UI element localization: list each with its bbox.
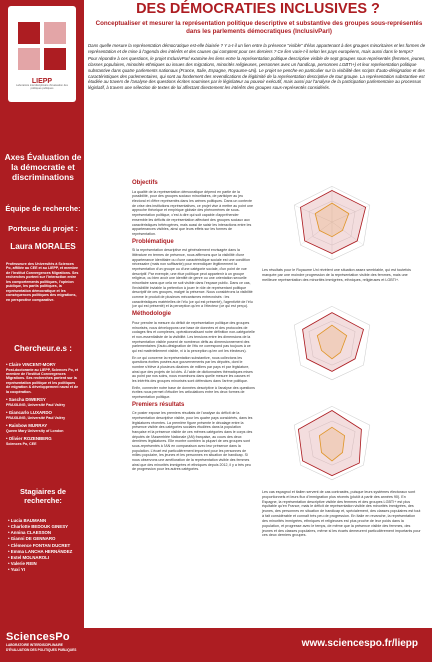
- list-item: [6, 436, 80, 446]
- poster-title: DES DÉMOCRATIES INCLUSIVES ?: [136, 1, 380, 17]
- lab-name-line: D'ÉVALUATION DES POLITIQUES PUBLIQUES: [6, 647, 77, 652]
- sidebar: [0, 0, 84, 662]
- researcher-detail: Post-doctorante au LIEPP, Sciences Po, et membre de l'Institut Convergences Migrations. Ses recherches portent sur la représentation politique et les politiques de migration & développement naval et de la coopération.: [6, 367, 79, 394]
- intro-paragraph: Dans quelle mesure la représentation démocratique est-elle biaisée ? Y a-t-il un lien entre la présence "visible" d'élus appartenant à des groupes minoritaires et les formes de représentation et de mise à l'agenda des intérêts et des causes qui comptent pour ces derniers ? Ce lien varie-t-il selon les pays européens, mais aussi dans le temps?: [88, 43, 426, 54]
- list-item: • Yuxi YI: [8, 567, 80, 573]
- list-item: • Gianni DE GENNARO: [8, 536, 80, 542]
- logo-name: LIEPP: [31, 77, 53, 85]
- list-item: • Annina CLAESSON: [8, 530, 80, 536]
- researcher-name: • Rainbow MURRAY: [6, 423, 48, 429]
- researchers-list: [6, 362, 80, 449]
- lead-name: Laura MORALES: [10, 242, 76, 251]
- interns-list: [8, 518, 80, 573]
- researcher-detail: PRAXILING, Université Paul Valéry: [6, 415, 66, 420]
- problematique-heading: Problématique: [132, 238, 174, 245]
- intro-text: [88, 43, 426, 93]
- methodologie-text: En ce qui concerne la représentation substantive, nous collectons les questions écrites posées aux gouvernements par les députés, dont le nombre s'élève à plusieurs dizaines de milliers par pays et par législature, ainsi que des projets de loi clés. À l'aide de dictionnaires thématiques mises au point par nos soins, nous examinons dans quelle mesure les causes et les intérêts des groupes minorisés sont défendues dans l'arène politique.: [132, 355, 253, 383]
- logo-tagline: Laboratoire interdisciplinaire d'évaluation des politiques publiques: [16, 83, 68, 90]
- main-left-column: [132, 178, 255, 474]
- list-item: [6, 423, 80, 433]
- results-text-spain-italy: Les cas espagnol et italien servent de cas contrastés, puisque leurs systèmes électoraux sont proportionnels et leurs flux d'immigration plus récents (plutôt à partir des années 90). En Espagne, la représentation descriptive visible des femmes et des groupes LGBTI+ est plus équitable qu'en France, mais le déficit de représentation visible des minorités immigrées, des jeunes, des personnes en situation de handicap et, spécialement, des classes populaires est tout à fait considérable et connaît très peu de progression. En Italie en revanche, la représentation des minorités immigrées, ethniques et religieuses est plus proche de leur poids dans la population, et progresse avec le temps, de même que la présence visible des femmes, des jeunes et des classes populaires, même si les écarts demeurent particulièrement importants pour ces deux derniers groupes.: [262, 490, 421, 538]
- radar-chart: [278, 180, 386, 264]
- axes-title: Axes Évaluation de la démocratie et discriminations: [4, 152, 82, 183]
- brand-name: SciencesPo: [6, 631, 70, 643]
- problematique-text: Si la représentation descriptive est généralement envisagée dans la littérature en termes de présence, nous affirmons que la visibilité d'une appartenance identitaire ou d'une caractéristique sociale est une condition nécessaire (mais non suffisante) pour revendiquer légitimement la représentation d'un groupe ou d'une catégorie sociale, d'un point de vue descriptif. Par exemple, une élue politique peut appartenir à un groupe religieux, ou bien avoir une identité de genre ou une orientation sexuelle minoritaire sans que cela ne soit visible dans l'espace public. Dans ce cas, l'invisibilité inviable la prétention à jouer le rôle de représentant politique descriptif de ces groupes, malgré la présence. Nous considérons la visibilité comme le produit de plusieurs mécanismes entrecroisés : les caractéristiques matérielles de l'élu (ce qui est présenté), l'agentivité de l'élu (ce qui est présenté) et la perception qu'en a l'électeur (ce qui est perçu).: [132, 248, 253, 309]
- lab-name-line: LABORATOIRE INTERDISCIPLINAIRE: [6, 643, 63, 647]
- team-heading: Équipe de recherche:: [5, 204, 81, 213]
- premiers-resultats-heading: Premiers résultats: [132, 401, 185, 408]
- list-item: [6, 397, 80, 407]
- researcher-detail: PRAXILING, Université Paul Valéry: [6, 402, 66, 407]
- researcher-name: • Sascha DIWERSY: [6, 397, 46, 403]
- methodologie-text: Pour prendre la mesure du déficit de représentation politique des groupes minorisés, nous développons une base de données et des protocoles de codages fins et complexes, opérationnalisant notre définition non-catégorielle et non-essentialiste de la visibilité. Les tensions entre les dimensions de la représentation visible posent de nombreux défis au dimensionnement des parlementaires (l'auto-désignation de l'élu ne correspond pas toujours à ce qui est matériellement visible, ni à la perception qu'en ont les électeurs).: [132, 320, 255, 353]
- radar-figure-2: [278, 300, 386, 384]
- researcher-name: • Giancarlo LUXARDO: [6, 410, 52, 416]
- list-item: • Charlotte BEDOUK GINESY: [8, 524, 80, 530]
- objectifs-text: La qualité de la représentation démocratique dépend en partie de la possibilité, pour des groupes sociaux minoritaires, de participer au jeu électoral et d'être représentés dans les arènes politiques. Dans un contexte de crise des institutions représentatives, ce projet vise à mettre au point une approche théorique et empirique globale des phénomènes de sous-représentation politique, c'est à dire qui soit capable d'appréhender ensemble les déficits de représentation affectant des groupes sociaux aux caractéristiques hétérogènes, mais aussi de saisir les interactions entre les appartenances visibles, ainsi que leurs effets sur les formes de représentation.: [132, 189, 254, 236]
- liepp-logo-graphic: [14, 18, 70, 78]
- researcher-name: • Claire VINCENT-MORY: [6, 362, 56, 367]
- list-item: [6, 362, 80, 394]
- list-item: • Lucia BAUMANN: [8, 518, 80, 524]
- poster-subtitle: Conceptualiser et mesurer la représentation politique descriptive et substantive des groupes sous-représentés dans les parlements démocratiques (InclusivParl): [95, 20, 423, 35]
- list-item: [6, 410, 80, 420]
- premiers-resultats-text: Ce poster expose les premiers résultats de l'analyse du déficit de la représentation descriptive visible, pour les quatre pays considérés, dans les législatures récentes. La première figure présente le décalage entre la présence visible des catégories sociales étudiées dans la population française et la présence visible de ces mêmes catégories dans le corps des députés de l'Assemblée Nationale (AN) française, au cours des deux dernières législatures. Elle montre combien la plupart de ces groupes sont sous-représentés à l'AN en comparaison avec leur présence dans la population. L'écart est particulièrement important pour les personnes de milieu populaire, les jeunes et les personnes en situation de handicap. Si nous observons une amélioration de la représentation visible des femmes ainsi que des minorités immigrées et ethniques depuis 2012, il y a très peu de progression pour les autres catégories.: [132, 411, 253, 472]
- radar-chart: [278, 300, 386, 384]
- list-item: • Valerie REIN: [8, 561, 80, 567]
- list-item: • Emma LANCHA HERNÁNDEZ: [8, 549, 80, 555]
- intro-paragraph: Pour répondre à ces questions, le projet InclusivParl examine les liens entre la représentation politique descriptive visible de sept groupes sous-représentés (femmes, jeunes, classes populaires, minorités ethniques ou issues des migrations, minorités religieuses, personnes avec un handicap, personnes LGBTI+) et leur représentation politique substantive dans quatre parlements nationaux (France, Italie, Espagne, Royaume-Uni). Le projet se penche en particulier sur la visibilité des scripts d'auto-désignation et des caractéristiques des parlementaires, qui sont au fondement des revendications de légitimité de la représentation descriptive de tout groupe. La représentation substantive est étudiée au travers de l'analyse des questions écrites soumises par le législateur au pouvoir exécutif, mais aussi par l'analyse de la participation parlementaire au processus législatif, à travers une sélection de textes de loi affectant directement les intérêts des groupes sous-représentés considérés.: [88, 56, 426, 91]
- researchers-heading: Chercheur.e.s :: [14, 344, 72, 353]
- objectifs-heading: Objectifs: [132, 180, 158, 186]
- methodologie-text: Enfin, connecter notre base de données descriptive à l'analyse des questions écrites nous permet d'étudier les articulations entre les deux formes de représentation politique.: [132, 385, 255, 399]
- liepp-logo: [8, 6, 76, 102]
- methodologie-heading: Méthodologie: [132, 311, 171, 318]
- researcher-detail: Queen Mary University of London: [6, 428, 64, 433]
- website-link[interactable]: www.sciencespo.fr/liepp: [301, 638, 418, 649]
- list-item: • Estel MOLNAROLI: [8, 555, 80, 561]
- radar-figure-3: [278, 400, 386, 484]
- lead-bio: Professeure des Universités à Sciences Po, affiliée au CEE et au LIEPP, et membre de l'Institut Convergences Migrations. Ses recherches portent sur l'interaction entre les comportements politiques, l'opinion publique, les partis politiques, la représentation démocratique et les conséquences politiques des migrations, en perspective comparative.: [6, 262, 79, 302]
- interns-heading: Stagiaires de recherche:: [19, 487, 66, 505]
- researcher-name: • Olivier ROZENBERG: [6, 436, 52, 442]
- radar-figure-1: [278, 180, 386, 264]
- results-text-uk: Les résultats pour le Royaume Uni révèlent une situation assez semblable, qui est toutefois marquée par une moindre progression de la représentation visible des femmes, mais une meilleure représentation des minorités immigrées, ethniques, religieuses et LGBTI+.: [262, 268, 412, 282]
- list-item: • Clémence FONTAN DUCRET: [8, 543, 80, 549]
- sciencespo-logo: [6, 631, 86, 659]
- researcher-detail: Sciences Po, CEE: [6, 441, 37, 446]
- radar-chart: [278, 400, 386, 484]
- footer: [0, 628, 432, 662]
- lead-heading: Porteuse du projet :: [8, 224, 78, 233]
